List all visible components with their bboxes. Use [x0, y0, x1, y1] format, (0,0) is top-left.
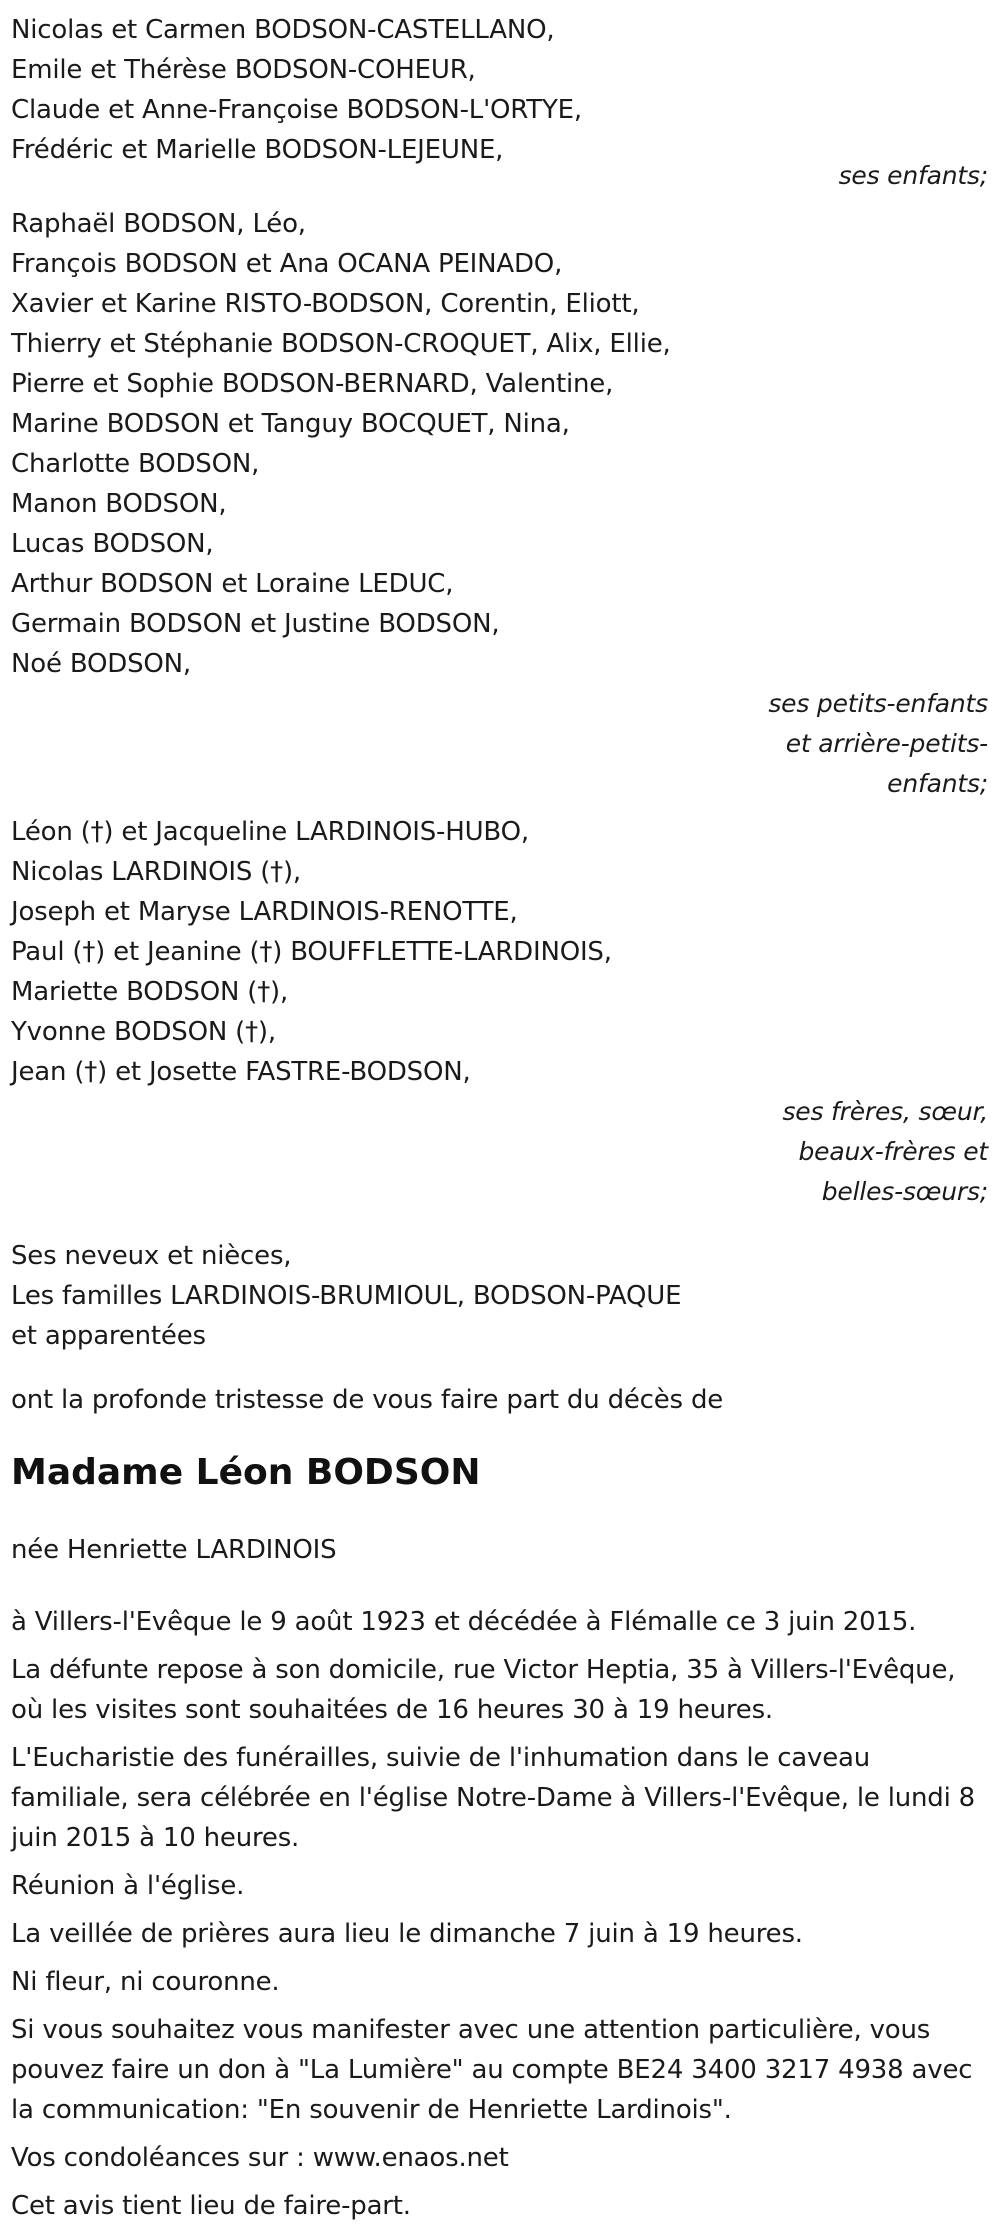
- family-line: Marine BODSON et Tanguy BOCQUET, Nina,: [11, 409, 570, 439]
- family-line: Arthur BODSON et Loraine LEDUC,: [11, 569, 454, 599]
- detail-paragraph: à Villers-l'Evêque le 9 août 1923 et décédée à Flémalle ce 3 juin 2015.: [11, 1607, 917, 1637]
- relation-caption: et arrière-petits-: [785, 729, 988, 758]
- deceased-name: Madame Léon BODSON: [11, 1452, 481, 1493]
- relatives-line: Les familles LARDINOIS-BRUMIOUL, BODSON-PAQUE: [11, 1281, 682, 1311]
- family-line: Emile et Thérèse BODSON-COHEUR,: [11, 55, 476, 85]
- relatives-line: et apparentées: [11, 1321, 206, 1351]
- family-line: Manon BODSON,: [11, 489, 227, 519]
- detail-paragraph: Ni fleur, ni couronne.: [11, 1967, 280, 1997]
- detail-paragraph: La défunte repose à son domicile, rue Victor Heptia, 35 à Villers-l'Evêque, où les visites sont souhaitées de 16 heures 30 à 19 heures.: [11, 1655, 956, 1725]
- detail-paragraph: La veillée de prières aura lieu le dimanche 7 juin à 19 heures.: [11, 1919, 803, 1949]
- detail-paragraph: L'Eucharistie des funérailles, suivie de l'inhumation dans le caveau familiale, sera célébrée en l'église Notre-Dame à Villers-l'Evêque, le lundi 8 juin 2015 à 10 heures.: [11, 1743, 976, 1853]
- relatives-line: Ses neveux et nièces,: [11, 1241, 292, 1271]
- announcement-text: ont la profonde tristesse de vous faire part du décès de: [11, 1385, 724, 1415]
- family-line: Germain BODSON et Justine BODSON,: [11, 609, 500, 639]
- family-line: Noé BODSON,: [11, 649, 191, 679]
- family-line: Léon (†) et Jacqueline LARDINOIS-HUBO,: [11, 817, 529, 847]
- relation-caption: ses frères, sœur,: [782, 1097, 988, 1126]
- siblings-group: [11, 812, 989, 1212]
- relation-caption: beaux-frères et: [798, 1137, 988, 1166]
- relatives-group: [11, 1236, 989, 1356]
- family-line: Claude et Anne-Françoise BODSON-L'ORTYE,: [11, 95, 582, 125]
- relation-caption: ses enfants;: [838, 161, 988, 190]
- family-line: Jean (†) et Josette FASTRE-BODSON,: [11, 1057, 471, 1087]
- family-line: Mariette BODSON (†),: [11, 977, 289, 1007]
- family-line: Raphaël BODSON, Léo,: [11, 209, 306, 239]
- relation-caption: belles-sœurs;: [821, 1177, 988, 1206]
- family-line: Paul (†) et Jeanine (†) BOUFFLETTE-LARDINOIS,: [11, 937, 612, 967]
- family-line: Charlotte BODSON,: [11, 449, 260, 479]
- family-line: Joseph et Maryse LARDINOIS-RENOTTE,: [11, 897, 518, 927]
- family-line: Xavier et Karine RISTO-BODSON, Corentin, Eliott,: [11, 289, 640, 319]
- detail-paragraph: Vos condoléances sur : www.enaos.net: [11, 2143, 509, 2173]
- family-line: Yvonne BODSON (†),: [11, 1017, 276, 1047]
- detail-paragraph: Si vous souhaitez vous manifester avec une attention particulière, vous pouvez faire un don à "La Lumière" au compte BE24 3400 3217 4938 avec la communication: "En souvenir de Henriette Lardinois".: [11, 2015, 973, 2125]
- family-line: Frédéric et Marielle BODSON-LEJEUNE,: [11, 135, 504, 165]
- relation-caption: ses petits-enfants: [768, 689, 988, 718]
- detail-paragraph: Réunion à l'église.: [11, 1871, 245, 1901]
- grandchildren-group: [11, 204, 989, 804]
- family-line: Lucas BODSON,: [11, 529, 214, 559]
- family-line: Thierry et Stéphanie BODSON-CROQUET, Alix, Ellie,: [11, 329, 671, 359]
- birth-name: née Henriette LARDINOIS: [11, 1535, 337, 1565]
- children-group: [11, 10, 989, 196]
- details-section: [11, 1602, 989, 2226]
- family-line: Nicolas et Carmen BODSON-CASTELLANO,: [11, 15, 555, 45]
- family-line: Nicolas LARDINOIS (†),: [11, 857, 301, 887]
- family-line: François BODSON et Ana OCANA PEINADO,: [11, 249, 563, 279]
- detail-paragraph: Cet avis tient lieu de faire-part.: [11, 2191, 411, 2221]
- obituary-notice: [11, 10, 989, 2226]
- family-line: Pierre et Sophie BODSON-BERNARD, Valentine,: [11, 369, 614, 399]
- relation-caption: enfants;: [887, 769, 988, 798]
